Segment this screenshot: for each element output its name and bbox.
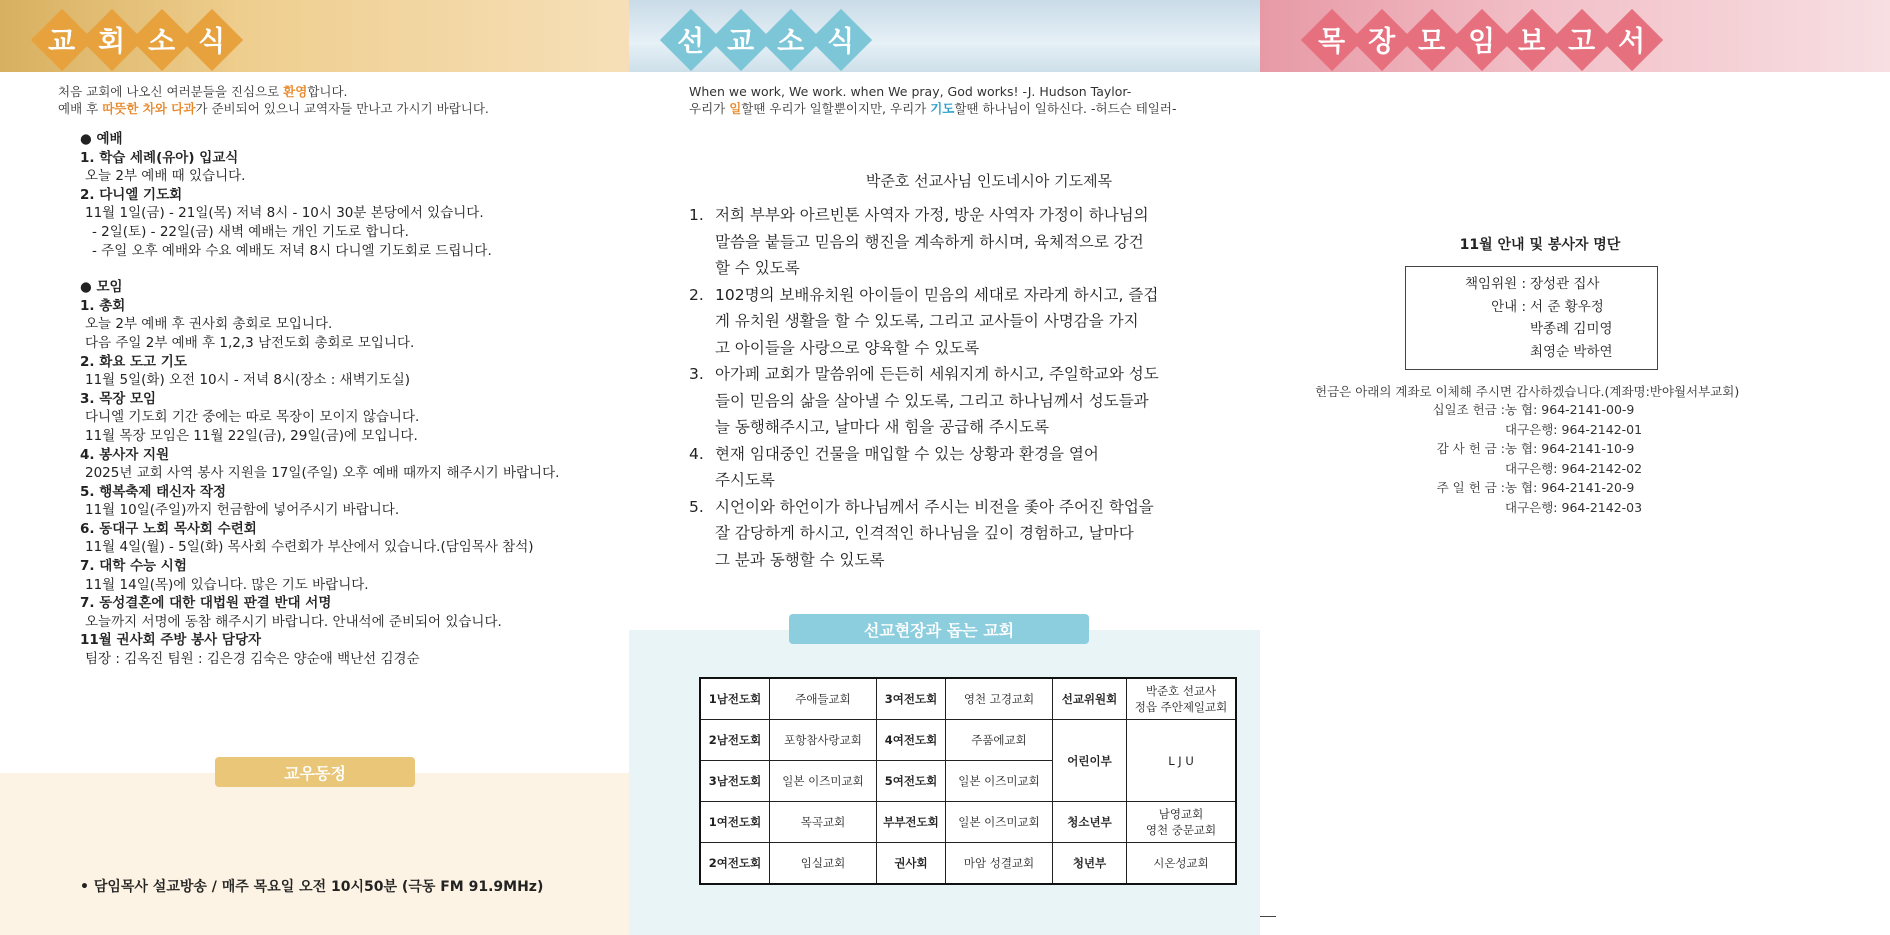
prayer-line: 아가페 교회가 말씀위에 든든히 세워지게 하시고, 주일학교와 성도: [715, 365, 1159, 383]
news-item-line: 11월 목장 모임은 11월 22일(금), 29일(금)에 모입니다.: [85, 427, 418, 444]
church-news-header: [0, 0, 629, 72]
news-item-line: 오늘 2부 예배 때 있습니다.: [85, 168, 246, 185]
prayer-number: 3.: [689, 365, 704, 383]
staff-label: 안내 :: [1491, 298, 1526, 315]
worship-section-title: ● 예배: [80, 131, 123, 147]
quote-text: 할땐 하나님이 일하신다. -허드슨 테일러-: [954, 101, 1177, 116]
table-cell: 주품에교회: [946, 720, 1053, 761]
table-cell: 4여전도회: [877, 720, 946, 761]
account-value: 농 협: 964-2141-10-9: [1505, 441, 1635, 456]
mission-news-panel: [629, 0, 1260, 935]
title-char-text: 회: [98, 25, 126, 58]
cell-line: 영천 중문교회: [1145, 823, 1217, 837]
news-item-line: 다음 주일 2부 예배 후 1,2,3 남전도회 총회로 모입니다.: [85, 334, 415, 351]
news-item-title: 1. 학습 세례(유아) 입교식: [80, 149, 239, 166]
title-char-text: 교: [727, 25, 755, 58]
staff-label: 책임위원 :: [1464, 276, 1526, 292]
table-cell: 마암 성결교회: [946, 843, 1053, 885]
title-char-text: 서: [1618, 25, 1646, 58]
prayer-text: [715, 441, 1099, 494]
prayer-line: 저희 부부와 아르빈톤 사역자 가정, 방운 사역자 가정이 하나님의: [715, 206, 1149, 224]
cell-group-report-title: [1310, 18, 1654, 62]
account-row: [1340, 420, 1642, 440]
welcome-line-1: [58, 83, 489, 100]
news-item-line: 11월 1일(금) - 21일(목) 저녁 8시 - 10시 30분 본당에서 있습니다.: [85, 205, 484, 222]
member-news-area: [0, 773, 629, 935]
title-char-text: 소: [148, 25, 176, 58]
title-char: [810, 9, 872, 71]
news-item-title: 2. 다니엘 기도회: [80, 186, 183, 203]
table-cell: 청년부: [1053, 843, 1127, 885]
prayer-number: 1.: [689, 206, 704, 224]
prayer-item: [689, 494, 1239, 574]
account-row: [1340, 498, 1642, 518]
quote-highlight: 기도: [930, 101, 955, 116]
news-item-title: 1. 총회: [80, 297, 126, 314]
church-news-title: [40, 18, 234, 62]
prayer-text: [715, 494, 1154, 574]
table-cell: 일본 이즈미교회: [946, 761, 1053, 802]
prayer-number: 4.: [689, 444, 704, 463]
cell-group-report-header: [1260, 0, 1890, 72]
table-cell: 일본 이즈미교회: [770, 761, 877, 802]
table-row: [700, 720, 1236, 761]
title-char-text: 고: [1568, 25, 1596, 58]
title-char-text: 장: [1368, 25, 1396, 58]
welcome-highlight: 따뜻한 차와 다과: [102, 101, 196, 116]
table-cell: 3여전도회: [877, 678, 946, 720]
welcome-text: 처음 교회에 나오신 여러분들을 진심으로: [58, 84, 284, 99]
offering-accounts: [1340, 400, 1642, 517]
table-row: [700, 802, 1236, 843]
news-item-line: 11월 4일(월) - 5일(화) 목사회 수련회가 부산에서 있습니다.(담임목사 참석): [85, 539, 534, 556]
news-item-line: 11월 5일(화) 오전 10시 - 저녁 8시(장소 : 새벽기도실): [85, 372, 411, 389]
welcome-message: [58, 83, 489, 117]
welcome-text: 예배 후: [58, 101, 103, 116]
quote-text: 우리가: [689, 101, 730, 116]
news-item-title: 4. 봉사자 지원: [80, 446, 170, 463]
church-news-panel: [0, 0, 629, 935]
mission-news-header: [629, 0, 1260, 72]
news-item-title: 11월 권사회 주방 봉사 담당자: [80, 632, 262, 649]
welcome-line-2: [58, 100, 489, 117]
title-char-text: 모: [1418, 25, 1446, 58]
welcome-highlight: 환영: [283, 84, 308, 99]
quote-english: When we work, We work. when We pray, God works! -J. Hudson Taylor-: [689, 84, 1132, 99]
table-row: [700, 678, 1236, 720]
staff-value: 장성관 집사: [1530, 276, 1600, 292]
cell-line: 박준호 선교사: [1145, 684, 1217, 698]
account-value: 대구은행: 964-2142-01: [1505, 421, 1643, 437]
table-cell: 선교위원회: [1053, 678, 1127, 720]
title-char-text: 목: [1318, 25, 1346, 58]
news-item-line: 11월 10일(주일)까지 헌금함에 넣어주시기 바랍니다.: [85, 502, 400, 519]
prayer-line: 그 분과 동행할 수 있도록: [715, 550, 885, 569]
prayer-item: [689, 441, 1239, 494]
table-cell: [1127, 802, 1237, 843]
cell-group-report-panel: [1260, 0, 1890, 935]
news-item-title: 7. 대학 수능 시험: [80, 558, 187, 575]
news-item-line: 2025년 교회 사역 봉사 지원을 17일(주일) 오후 예배 때까지 해주시기 바랍니다.: [85, 465, 560, 482]
news-item-title: 2. 화요 도고 기도: [80, 353, 187, 370]
news-item-line: - 2일(토) - 22일(금) 새벽 예배는 개인 기도로 합니다.: [92, 223, 409, 240]
staff-list-title: 11월 안내 및 봉사자 명단: [1459, 237, 1621, 253]
prayer-line: 시언이와 하언이가 하나님께서 주시는 비전을 좇아 주어진 학업을: [715, 497, 1154, 516]
quote-text: 할땐 우리가 일할뿐이지만, 우리가: [741, 101, 931, 116]
table-cell: L J U: [1127, 720, 1237, 802]
staff-row: [1406, 296, 1657, 319]
welcome-text: 가 준비되어 있으니 교역자들 만나고 가시기 바랍니다.: [195, 101, 489, 116]
news-item-title: 5. 행복축제 태신자 작정: [80, 483, 226, 500]
table-cell: 시온성교회: [1127, 843, 1237, 885]
table-row: [700, 843, 1236, 885]
table-cell: 영천 고경교회: [946, 678, 1053, 720]
table-cell: 2남전도회: [700, 720, 770, 761]
church-news-body: [80, 130, 620, 669]
news-item-line: - 주일 오후 예배와 수요 예배도 저녁 8시 다니엘 기도회로 드립니다.: [92, 242, 492, 259]
news-item-line: 11월 14일(목)에 있습니다. 많은 기도 바랍니다.: [85, 576, 369, 593]
staff-value: 서 준 황우정: [1530, 298, 1604, 315]
title-char: [181, 9, 243, 71]
account-value: 농 협: 964-2141-20-9: [1505, 480, 1635, 495]
prayer-text: [715, 202, 1149, 282]
account-row: [1340, 459, 1642, 479]
account-label: 감 사 헌 금 :: [1436, 441, 1505, 456]
mission-quote: [689, 83, 1176, 117]
prayer-line: 현재 임대중인 건물을 매입할 수 있는 상황과 환경을 열어: [715, 444, 1099, 463]
table-cell: 목곡교회: [770, 802, 877, 843]
prayer-line: 게 유치원 생활을 할 수 있도록, 그리고 교사들이 사명감을 가지: [715, 312, 1139, 330]
table-cell: 3남전도회: [700, 761, 770, 802]
quote-korean: [689, 100, 1176, 117]
table-cell: 어린이부: [1053, 720, 1127, 802]
staff-label: [1406, 341, 1530, 364]
table-cell: 임실교회: [770, 843, 877, 885]
title-char-text: 식: [198, 25, 226, 58]
table-cell: 1남전도회: [700, 678, 770, 720]
table-cell: 부부전도회: [877, 802, 946, 843]
table-cell: 청소년부: [1053, 802, 1127, 843]
title-char-text: 교: [48, 25, 76, 58]
news-item-line: 오늘까지 서명에 동참 해주시기 바랍니다. 안내석에 준비되어 있습니다.: [85, 613, 502, 630]
account-row: [1340, 439, 1642, 459]
prayer-line: 고 아이들을 사랑으로 양육할 수 있도록: [715, 338, 980, 357]
account-row: [1340, 400, 1642, 420]
prayer-text: [715, 361, 1159, 441]
news-item-title: 6. 동대구 노회 목사회 수련회: [80, 520, 257, 537]
prayer-line: 늘 동행해주시고, 날마다 새 힘을 공급해 주시도록: [715, 418, 1049, 436]
title-char-text: 보: [1518, 25, 1546, 58]
cell-line: 남영교회: [1158, 807, 1204, 821]
prayer-item: [689, 361, 1239, 441]
prayer-list: [689, 202, 1239, 573]
prayer-line: 들이 믿음의 삶을 살아낼 수 있도록, 그리고 하나님께서 성도들과: [715, 391, 1149, 410]
staff-list-box: [1405, 266, 1658, 370]
offering-note: 헌금은 아래의 계좌로 이체해 주시면 감사하겠습니다.(계좌명:반야월서부교회): [1315, 384, 1740, 399]
sermon-broadcast-note: • 담임목사 설교방송 / 매주 목요일 오전 10시50분 (극동 FM 91.9MHz): [80, 879, 544, 895]
table-cell: 1여전도회: [700, 802, 770, 843]
staff-value: 박종례 김미영: [1530, 321, 1613, 337]
cell-line: 정읍 주안제일교회: [1134, 700, 1228, 714]
prayer-number: 5.: [689, 497, 704, 516]
news-item-title: 7. 동성결혼에 대한 대법원 판결 반대 서명: [80, 595, 332, 612]
account-value: 농 협: 964-2141-00-9: [1505, 402, 1635, 417]
account-label: 십일조 헌금 :: [1432, 402, 1505, 417]
prayer-line: 할 수 있도록: [715, 259, 800, 277]
title-char-text: 식: [827, 25, 855, 58]
news-item-line: 다니엘 기도회 기간 중에는 따로 목장이 모이지 않습니다.: [85, 409, 420, 426]
account-label: 주 일 헌 금 :: [1436, 480, 1505, 495]
news-item-title: 3. 목장 모임: [80, 390, 157, 407]
table-cell: [1127, 678, 1237, 720]
staff-row: [1406, 341, 1657, 364]
supporting-churches-table: [699, 677, 1237, 885]
quote-highlight: 일: [729, 101, 742, 116]
prayer-list-title: 박준호 선교사님 인도네시아 기도제목: [865, 172, 1113, 190]
title-char-text: 소: [777, 25, 805, 58]
supporting-churches-ribbon: 선교현장과 돕는 교회: [789, 614, 1089, 644]
news-item-line: 오늘 2부 예배 후 권사회 총회로 모입니다.: [85, 316, 333, 333]
account-value: 대구은행: 964-2142-03: [1505, 499, 1643, 515]
title-char-text: 선: [677, 25, 705, 58]
mission-news-title: [669, 18, 863, 62]
table-cell: 2여전도회: [700, 843, 770, 885]
title-char: [1601, 9, 1663, 71]
meeting-section-title: ● 모임: [80, 279, 123, 296]
prayer-item: [689, 282, 1239, 362]
prayer-number: 2.: [689, 285, 704, 304]
prayer-line: 말씀을 붙들고 믿음의 행진을 계속하게 하시며, 육체적으로 강건: [715, 232, 1144, 251]
table-cell: 일본 이즈미교회: [946, 802, 1053, 843]
staff-row: [1406, 318, 1657, 341]
news-item-line: 팀장 : 김옥진 팀원 : 김은경 김숙은 양순애 백난선 김경순: [85, 651, 420, 668]
account-value: 대구은행: 964-2142-02: [1505, 460, 1643, 476]
welcome-text: 합니다.: [307, 84, 348, 99]
staff-value: 최영순 박하연: [1530, 343, 1613, 360]
table-cell: 포항참사랑교회: [770, 720, 877, 761]
account-label: [1340, 498, 1505, 518]
prayer-text: [715, 282, 1158, 362]
staff-label: [1406, 318, 1530, 341]
table-cell: 권사회: [877, 843, 946, 885]
member-news-ribbon: 교우동정: [215, 757, 415, 787]
table-cell: 주애들교회: [770, 678, 877, 720]
account-label: [1340, 459, 1505, 479]
prayer-line: 잘 감당하게 하시고, 인격적인 하나님을 깊이 경험하고, 날마다: [715, 524, 1134, 542]
table-cell: 5여전도회: [877, 761, 946, 802]
prayer-item: [689, 202, 1239, 282]
divider: [1260, 916, 1276, 917]
prayer-line: 주시도록: [715, 471, 775, 489]
staff-row: [1406, 273, 1657, 296]
prayer-line: 102명의 보배유치원 아이들이 믿음의 세대로 자라게 하시고, 즐겁: [715, 285, 1159, 304]
title-char-text: 임: [1468, 25, 1496, 58]
account-row: [1340, 478, 1642, 498]
account-label: [1340, 420, 1505, 440]
